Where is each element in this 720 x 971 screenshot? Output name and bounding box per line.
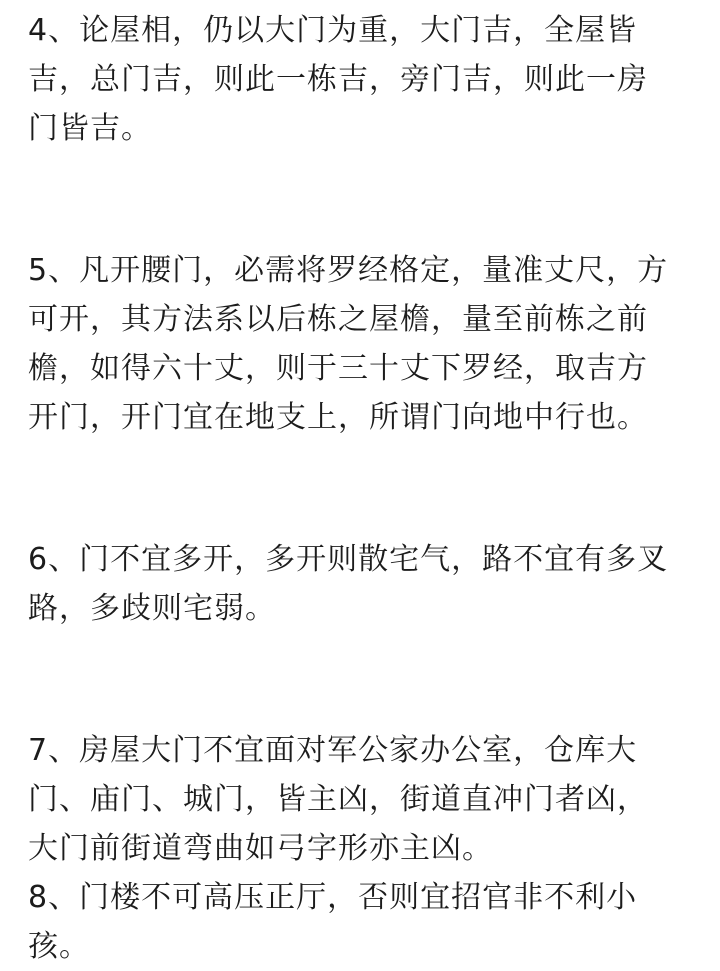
text-line: 门皆吉。	[28, 111, 152, 146]
text-line: 6、门不宜多开，多开则散宅气，路不宜有多叉	[28, 542, 669, 577]
text-line: 路，多歧则宅弱。	[28, 591, 276, 626]
text-line: 可开，其方法系以后栋之屋檐，量至前栋之前	[28, 302, 648, 337]
text-line: 门、庙门、城门，皆主凶，街道直冲门者凶，	[28, 782, 648, 817]
text-line: 檐，如得六十丈，则于三十丈下罗经，取吉方	[28, 351, 648, 386]
paragraph-8	[28, 873, 700, 971]
paragraph-4	[28, 6, 700, 153]
article-body	[28, 6, 700, 971]
text-line: 孩。	[28, 929, 90, 964]
text-line: 5、凡开腰门，必需将罗经格定，量准丈尺，方	[28, 253, 669, 288]
text-line: 开门，开门宜在地支上，所谓门向地中行也。	[28, 400, 648, 435]
paragraph-spacer	[28, 442, 700, 535]
text-line: 8、门楼不可高压正厅，否则宜招官非不利小	[28, 880, 638, 915]
paragraph-7	[28, 726, 700, 873]
text-line: 7、房屋大门不宜面对军公家办公室，仓库大	[28, 733, 638, 768]
paragraph-6	[28, 535, 700, 633]
text-line: 4、论屋相，仍以大门为重，大门吉，全屋皆	[28, 13, 638, 48]
text-line: 大门前街道弯曲如弓字形亦主凶。	[28, 831, 493, 866]
paragraph-spacer	[28, 153, 700, 246]
paragraph-spacer	[28, 633, 700, 726]
paragraph-5	[28, 246, 700, 442]
text-line: 吉，总门吉，则此一栋吉，旁门吉，则此一房	[28, 62, 648, 97]
